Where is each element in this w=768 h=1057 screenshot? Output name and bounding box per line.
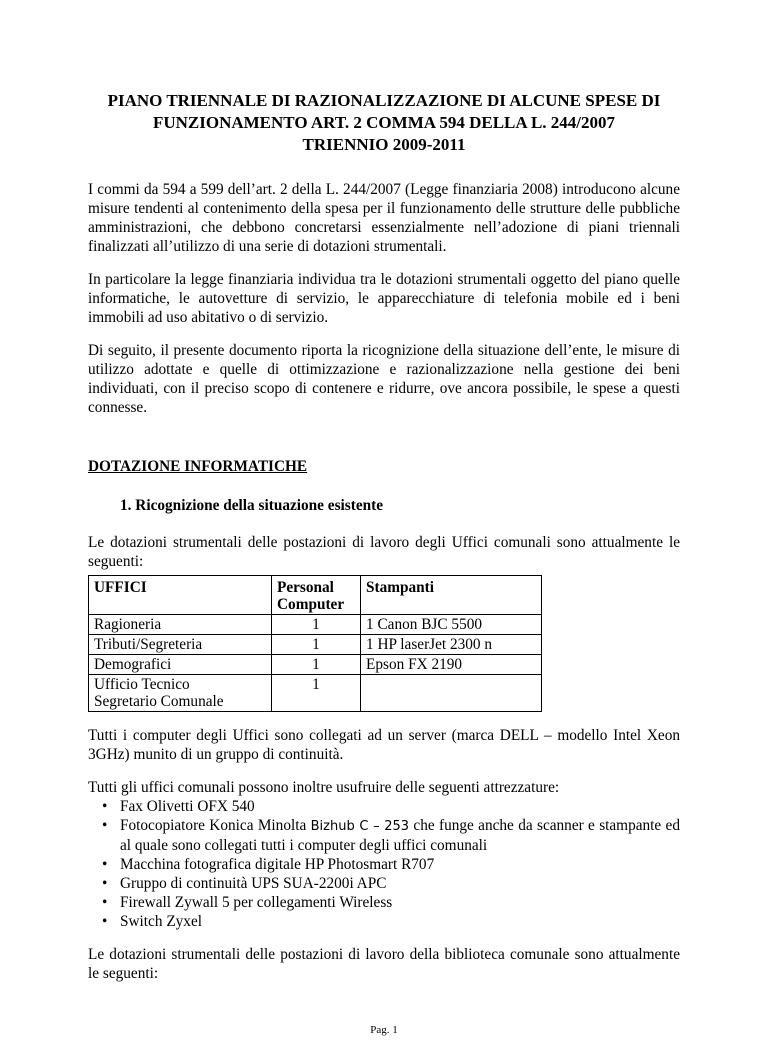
office-name: Segretario Comunale bbox=[94, 693, 224, 710]
paragraph-finanziaria: In particolare la legge finanziaria individua tra le dotazioni strumentali oggetto del piano quelle informatiche, le autovetture di servizio, le apparecchiature di telefonia mobile ed i beni immobili ad uso abitativo o di servizio. bbox=[88, 271, 680, 326]
list-item: • Fax Olivetti OFX 540 bbox=[88, 797, 680, 816]
printer: Epson FX 2190 bbox=[361, 655, 542, 675]
pc-count: 1 bbox=[272, 635, 361, 655]
table-header-row bbox=[89, 576, 542, 615]
library-paragraph: Le dotazioni strumentali delle postazioni di lavoro della biblioteca comunale sono attualmente le seguenti: bbox=[88, 946, 680, 982]
office: Demografici bbox=[89, 655, 272, 675]
office: Tributi/Segreteria bbox=[89, 635, 272, 655]
title-line: FUNZIONAMENTO ART. 2 COMMA 594 DELLA L. 244/2007 bbox=[152, 113, 616, 132]
header-stampanti: Stampanti bbox=[361, 576, 542, 615]
pc-count: 1 bbox=[272, 675, 361, 712]
server-paragraph: Tutti i computer degli Uffici sono collegati ad un server (marca DELL – modello Intel Xeon 3GHz) munito di un gruppo di continuità. bbox=[88, 727, 680, 763]
printer: 1 HP laserJet 2300 n bbox=[361, 635, 542, 655]
header-pc: Personal Computer bbox=[272, 576, 361, 615]
office bbox=[89, 675, 272, 712]
table-intro: Le dotazioni strumentali delle postazioni di lavoro degli Uffici comunali sono attualmente le seguenti: bbox=[88, 534, 680, 570]
list-item bbox=[88, 816, 680, 855]
printer: 1 Canon BJC 5500 bbox=[361, 615, 542, 635]
page-number: Pag. 1 bbox=[370, 1024, 398, 1036]
equipment-list bbox=[88, 797, 680, 931]
title-line: PIANO TRIENNALE DI RAZIONALIZZAZIONE DI ALCUNE SPESE DI bbox=[107, 91, 661, 110]
title-line: TRIENNIO 2009-2011 bbox=[302, 135, 466, 154]
copier-text: Fotocopiatore Konica Minolta bbox=[120, 817, 311, 834]
paragraph-ricognizione: Di seguito, il presente documento riporta la ricognizione della situazione dell’ente, le misure di utilizzo adottate e quelle di ottimizzazione e razionalizzazione nella gestione dei beni individuati, con il preciso scopo di contenere e ridurre, ove ancora possibile, le spese a questi connesse. bbox=[88, 342, 680, 416]
paragraph-intro: I commi da 594 a 599 dell’art. 2 della L. 244/2007 (Legge finanziaria 2008) introducono alcune misure tendenti al contenimento della spesa per il funzionamento delle strutture delle pubbliche amministrazioni, che debbono concretarsi essenzialmente nell’adozione di piani triennali finalizzati all’utilizzo di una serie di dotazioni strumentali. bbox=[88, 181, 680, 255]
copier-model: Bizhub C – 253 bbox=[310, 819, 410, 834]
list-item: • Macchina fotografica digitale HP Photosmart R707 bbox=[88, 855, 680, 874]
office-name: Ufficio Tecnico bbox=[94, 676, 190, 693]
equipment-intro: Tutti gli uffici comunali possono inoltre usufruire delle seguenti attrezzature: bbox=[88, 779, 560, 796]
list-item: • Gruppo di continuità UPS SUA-2200i APC bbox=[88, 874, 680, 893]
table-row bbox=[89, 615, 542, 635]
printer bbox=[361, 675, 542, 712]
table-row bbox=[89, 675, 542, 712]
subsection-heading: 1. Ricognizione della situazione esistente bbox=[120, 497, 383, 514]
pc-count: 1 bbox=[272, 615, 361, 635]
copier-text: che funge anche da scanner e stampante ed al quale sono collegati tutti i computer degli uffici comunali bbox=[120, 817, 680, 854]
office: Ragioneria bbox=[89, 615, 272, 635]
table-row bbox=[89, 635, 542, 655]
table-row bbox=[89, 655, 542, 675]
section-heading: DOTAZIONE INFORMATICHE bbox=[88, 458, 308, 475]
list-item: • Switch Zyxel bbox=[88, 912, 680, 931]
header-uffici: UFFICI bbox=[89, 576, 272, 615]
document-title bbox=[60, 90, 708, 156]
list-item: • Firewall Zywall 5 per collegamenti Wireless bbox=[88, 893, 680, 912]
pc-count: 1 bbox=[272, 655, 361, 675]
equipment-table bbox=[88, 575, 542, 712]
